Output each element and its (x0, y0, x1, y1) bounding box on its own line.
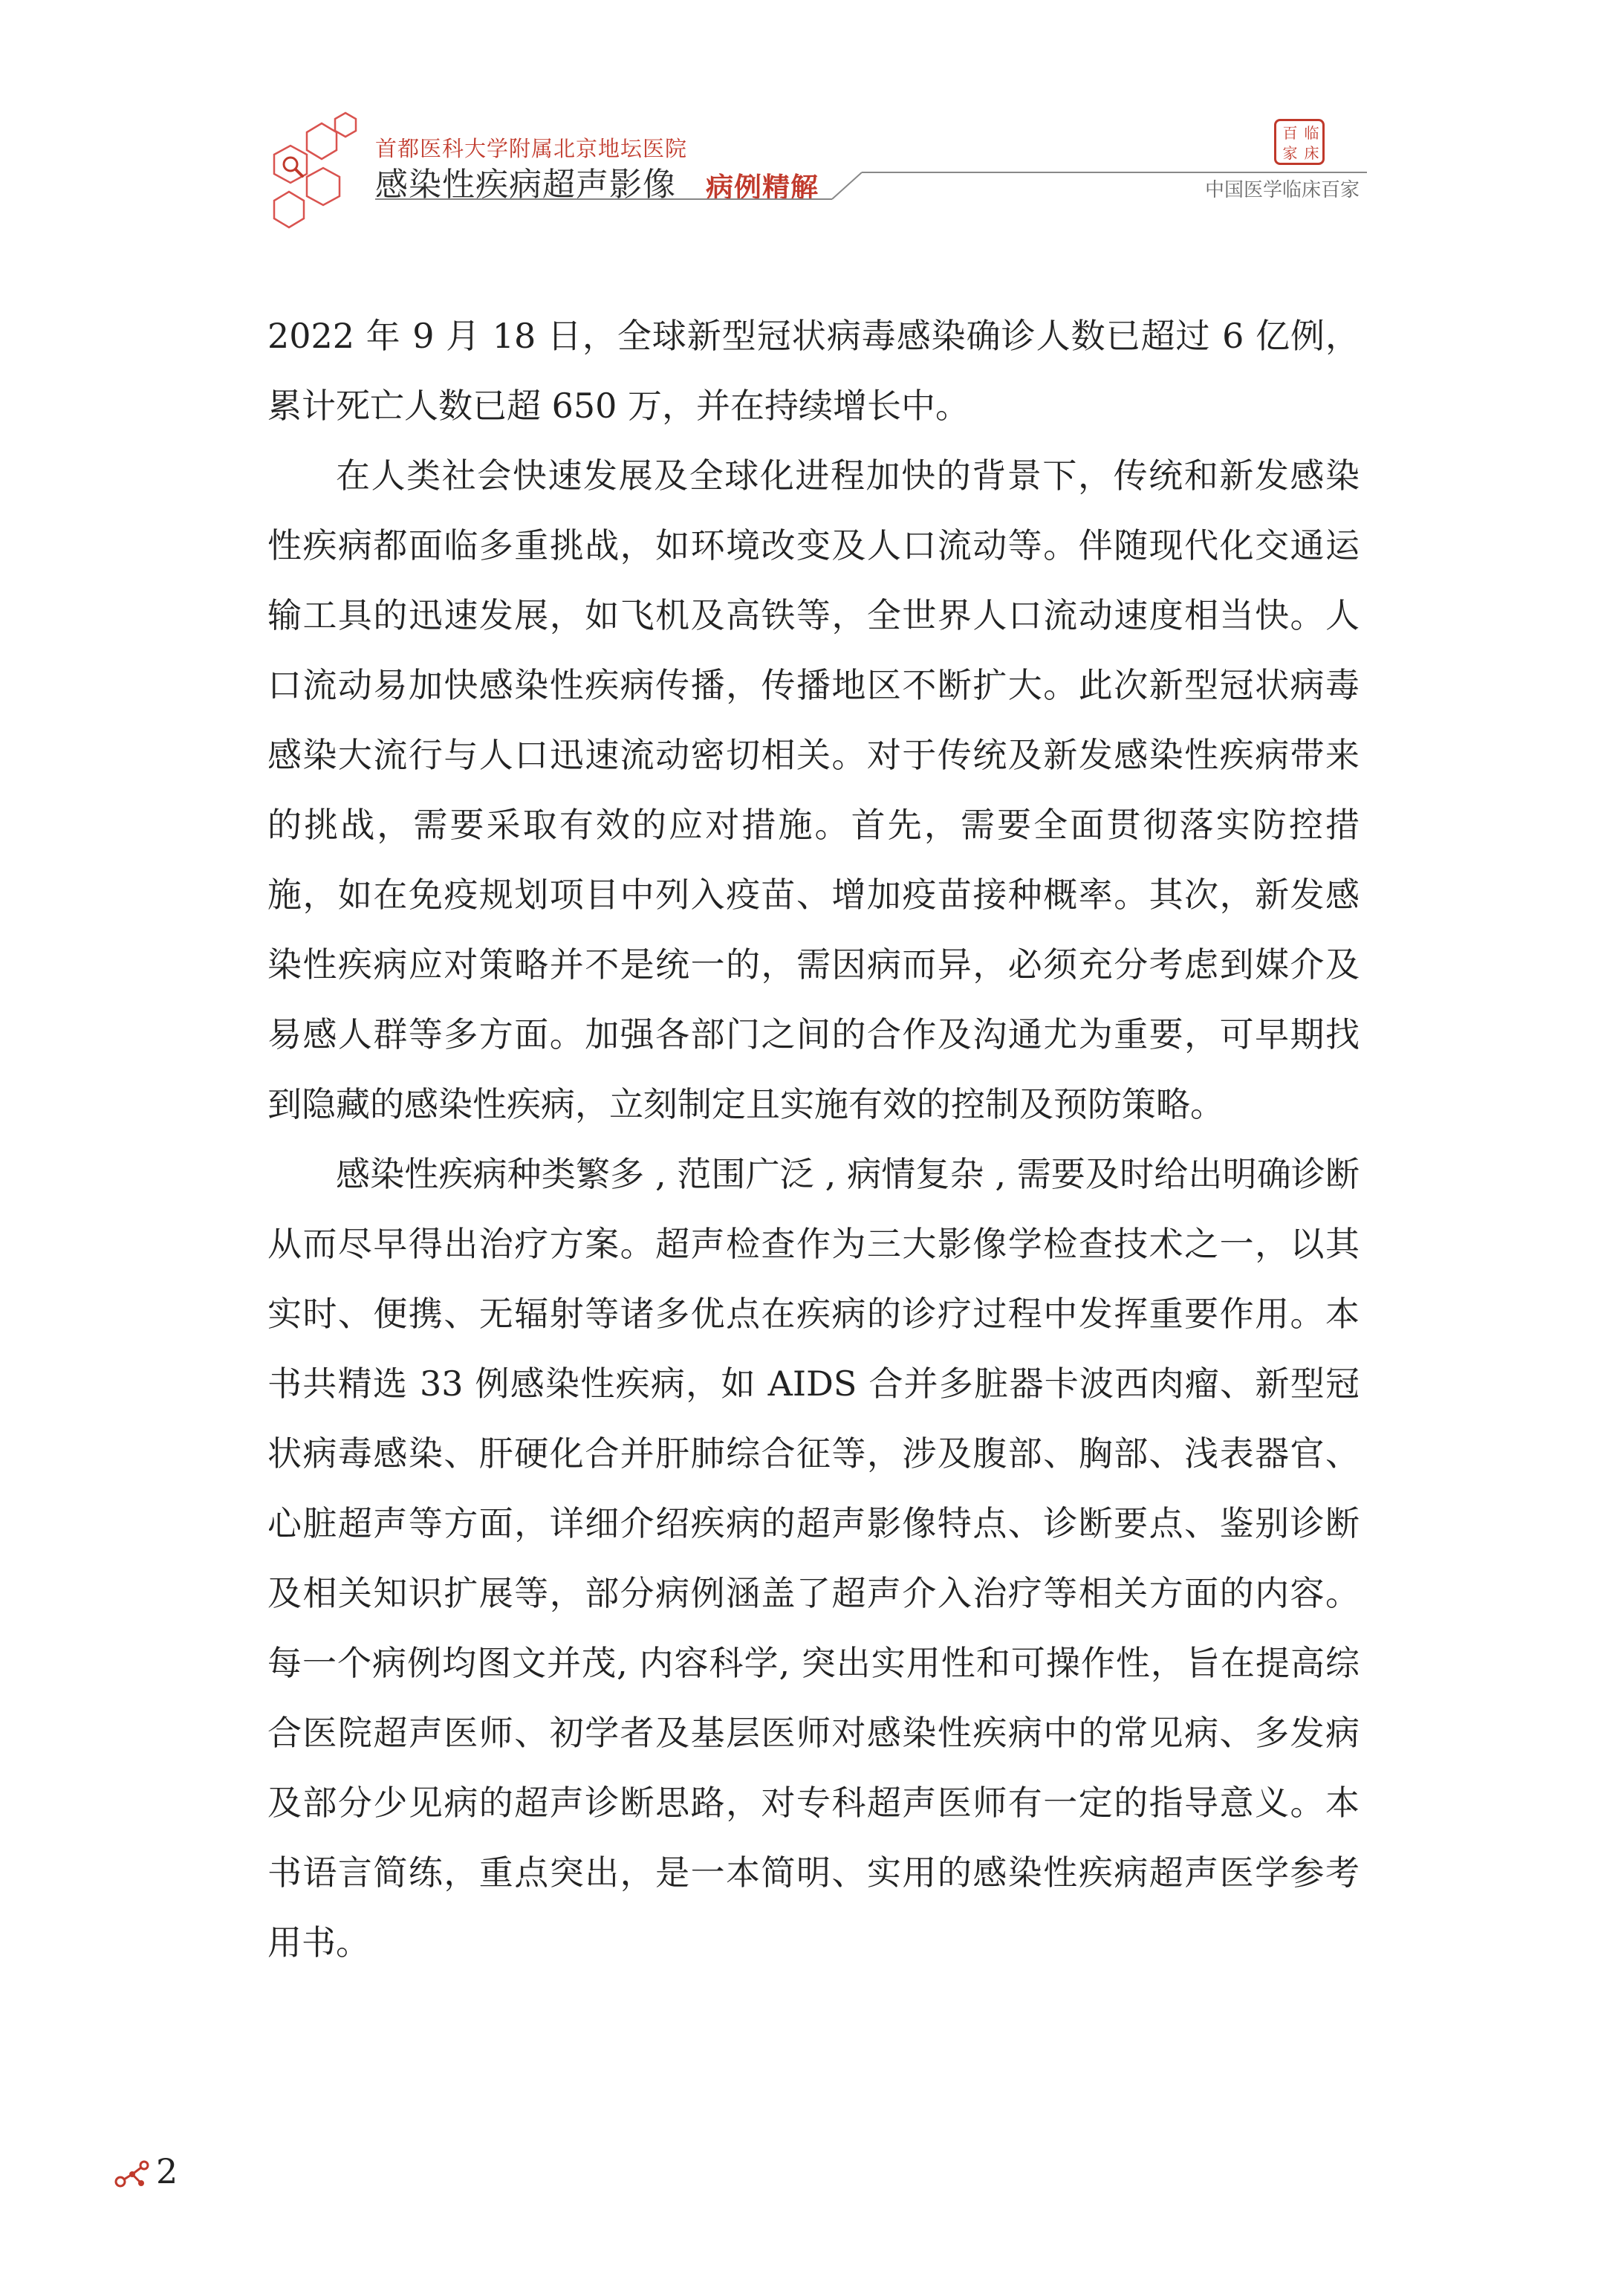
publisher-seal (1274, 119, 1325, 165)
publisher-name: 中国医学临床百家 (1205, 179, 1360, 201)
seal-char: 家 (1282, 144, 1298, 162)
paragraph: 2022 年 9 月 18 日，全球新型冠状病毒感染确诊人数已超过 6 亿例，累计死亡人数已超 650 万，并在持续增长中。 (267, 316, 1360, 426)
seal-char: 百 (1282, 124, 1298, 142)
page-header (0, 0, 1624, 245)
header-rule (0, 0, 1624, 245)
hospital-name: 首都医科大学附属北京地坛医院 (375, 136, 688, 161)
book-title: 感染性疾病超声影像 (375, 166, 676, 204)
molecule-icon (111, 2155, 152, 2192)
page-number: 2 (156, 2151, 178, 2191)
body-text (267, 301, 1360, 1977)
seal-char: 床 (1304, 144, 1319, 162)
paragraph: 在人类社会快速发展及全球化进程加快的背景下，传统和新发感染性疾病都面临多重挑战，如环境改变及人口流动等。伴随现代化交通运输工具的迅速发展，如飞机及高铁等，全世界人口流动速度相当快。人口流动易加快感染性疾病传播，传播地区不断扩大。此次新型冠状病毒感染大流行与人口迅速流动密切相关。对于传统及新发感染性疾病带来的挑战，需要采取有效的应对措施。首先，需要全面贯彻落实防控措施，如在免疫规划项目中列入疫苗、增加疫苗接种概率。其次，新发感染性疾病应对策略并不是统一的，需因病而异，必须充分考虑到媒介及易感人群等多方面。加强各部门之间的合作及沟通尤为重要，可早期找到隐藏的感染性疾病，立刻制定且实施有效的控制及预防策略。 (267, 456, 1360, 1124)
seal-char: 临 (1304, 124, 1319, 142)
series-title: 病例精解 (706, 172, 819, 204)
paragraph: 感染性疾病种类繁多 , 范围广泛 , 病情复杂 , 需要及时给出明确诊断从而尽早得出治疗方案。超声检查作为三大影像学检查技术之一，以其实时、便携、无辐射等诸多优点在疾病的诊疗过程中发挥重要作用。本书共精选 33 例感染性疾病，如 AIDS 合并多脏器卡波西肉瘤、新型冠状病毒感染、肝硬化合并肝肺综合征等，涉及腹部、胸部、浅表器官、心脏超声等方面，详细介绍疾病的超声影像特点、诊断要点、鉴别诊断及相关知识扩展等，部分病例涵盖了超声介入治疗等相关方面的内容。每一个病例均图文并茂, 内容科学, 突出实用性和可操作性，旨在提高综合医院超声医师、初学者及基层医师对感染性疾病中的常见病、多发病及部分少见病的超声诊断思路，对专科超声医师有一定的指导意义。本书语言简练，重点突出，是一本简明、实用的感染性疾病超声医学参考用书。 (267, 1154, 1360, 1962)
